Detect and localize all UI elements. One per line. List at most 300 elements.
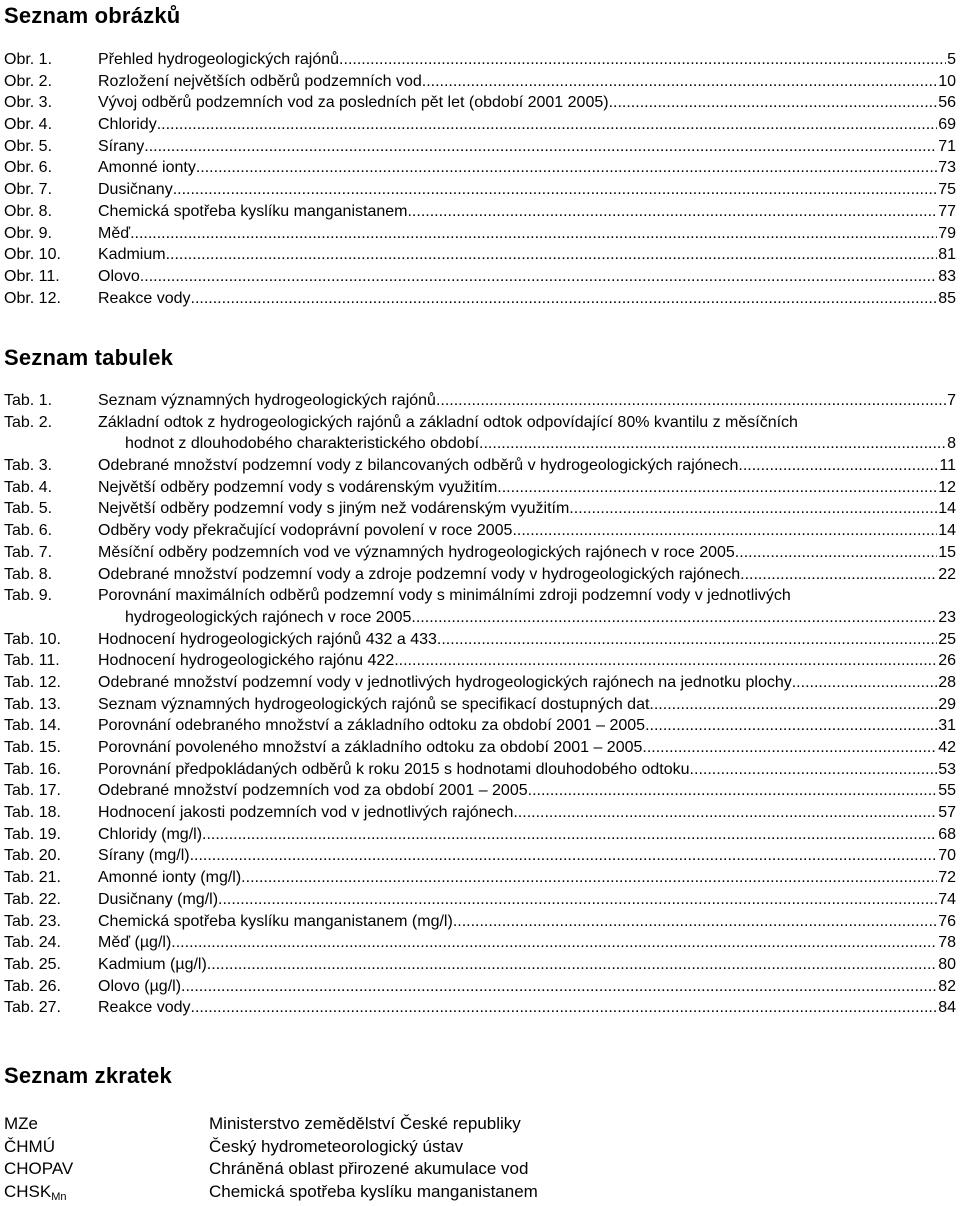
table-entry[interactable] xyxy=(4,498,960,520)
table-entry-number: Tab. 12. xyxy=(4,673,61,691)
table-entry-body xyxy=(98,564,960,586)
dot-leader xyxy=(738,455,938,477)
dot-leader xyxy=(513,802,937,824)
figure-entry-line xyxy=(98,244,956,266)
table-entry-line xyxy=(98,433,956,455)
dot-leader xyxy=(453,911,937,933)
figure-entry-title: Chemická spotřeba kyslíku manganistanem xyxy=(98,202,408,220)
table-entry-title: Měď (µg/l) xyxy=(98,934,172,952)
table-entry-body xyxy=(98,412,960,455)
table-entry-number: Tab. 7. xyxy=(4,543,53,561)
figure-entry-title: Přehled hydrogeologických rajónů xyxy=(98,51,340,68)
table-entry-line xyxy=(98,564,956,586)
table-entry-title: Kadmium (µg/l) xyxy=(98,955,207,973)
abbreviation-text: MZe xyxy=(4,1114,38,1133)
table-entry-number: Tab. 10. xyxy=(4,630,61,648)
dot-leader xyxy=(497,477,937,499)
table-entry-title: Hodnocení hydrogeologických rajónů 432 a 433 xyxy=(98,630,437,648)
table-entry-body xyxy=(98,954,960,976)
dot-leader xyxy=(647,737,937,759)
figure-entry[interactable] xyxy=(4,288,960,310)
table-entry-line xyxy=(98,585,956,607)
table-entry-page: 28 xyxy=(938,673,956,691)
dot-leader xyxy=(792,672,937,694)
table-entry-line xyxy=(98,954,956,976)
table-entry-title: Odebrané množství podzemní vody v jednotlivých hydrogeologických rajónech na jednotku plochy xyxy=(98,673,792,691)
figure-entry-line xyxy=(98,157,956,179)
table-entry-title: Základní odtok z hydrogeologických rajónů a základní odtok odpovídající 80% kvantilu z měsíčních xyxy=(98,413,798,431)
table-entry-page: 76 xyxy=(938,912,956,930)
figure-entry-line xyxy=(98,179,956,201)
figure-entry-body xyxy=(98,92,960,114)
figure-entry-line xyxy=(98,114,956,136)
table-entry-number: Tab. 23. xyxy=(4,912,61,930)
table-entry-body xyxy=(98,520,960,542)
table-entry-page: 23 xyxy=(938,608,956,626)
table-entry-body xyxy=(98,911,960,933)
abbreviation-text: ČHMÚ xyxy=(4,1136,55,1156)
dot-leader xyxy=(394,650,937,672)
table-entry-number: Tab. 26. xyxy=(4,977,61,995)
dot-leader xyxy=(512,520,937,542)
dot-leader xyxy=(144,136,937,158)
figure-entry[interactable] xyxy=(4,244,960,266)
dot-leader xyxy=(690,759,938,781)
table-entry-page: 42 xyxy=(938,739,956,757)
table-entry[interactable] xyxy=(4,629,960,651)
table-entry[interactable] xyxy=(4,520,960,542)
figure-entry-body xyxy=(98,136,960,158)
figure-entry-page: 10 xyxy=(938,72,956,90)
table-entry-body xyxy=(98,932,960,954)
dot-leader xyxy=(202,824,937,846)
table-entry-title: Hodnocení hydrogeologického rajónu 422 xyxy=(98,652,395,670)
figure-entry-line xyxy=(98,49,956,71)
table-entry-page: 70 xyxy=(938,847,956,865)
table-entry-line xyxy=(98,520,956,542)
figure-entry-number: Obr. 4. xyxy=(4,116,53,134)
table-entry-title: Odebrané množství podzemních vod za období 2001 – 2005 xyxy=(98,782,528,800)
table-entry-number: Tab. 19. xyxy=(4,825,61,843)
figure-entry-line xyxy=(98,71,956,93)
table-entry-title: Sírany (mg/l) xyxy=(98,847,190,865)
dot-leader xyxy=(407,201,937,223)
abbreviation-meaning: Český hydrometeorologický ústav xyxy=(209,1136,464,1156)
table-entry-title-continued: hydrogeologických rajónech v roce 2005 xyxy=(125,608,412,626)
table-entry[interactable] xyxy=(4,997,960,1019)
dot-leader xyxy=(645,715,937,737)
table-entry-title: Porovnání odebraného množství a základního odtoku za období 2001 – 2005 xyxy=(98,717,646,735)
dot-leader xyxy=(171,932,937,954)
dot-leader xyxy=(241,867,937,889)
figure-entry-body xyxy=(98,288,960,310)
figure-entry-line xyxy=(98,288,956,310)
figure-entry-page: 56 xyxy=(938,94,956,112)
table-entry-title: Odběry vody překračující vodoprávní povolení v roce 2005 xyxy=(98,522,513,540)
table-entry[interactable] xyxy=(4,824,960,846)
table-entry[interactable] xyxy=(4,976,960,998)
table-entry-body xyxy=(98,585,960,628)
table-entry-page: 68 xyxy=(938,825,956,843)
table-entry-number: Tab. 27. xyxy=(4,999,61,1017)
table-entry-line xyxy=(98,477,956,499)
dot-leader xyxy=(609,92,938,114)
table-entry-page: 14 xyxy=(938,500,956,518)
table-entry-title: Měsíční odběry podzemních vod ve významných hydrogeologických rajónech v roce 2005 xyxy=(98,543,735,561)
abbreviations-list xyxy=(4,1113,538,1203)
table-entry-line xyxy=(98,629,956,651)
figure-entry-page: 83 xyxy=(938,267,956,285)
figure-entry-page: 85 xyxy=(938,289,956,307)
table-entry-page: 12 xyxy=(938,478,956,496)
table-entry-number: Tab. 25. xyxy=(4,955,61,973)
figure-entry-body xyxy=(98,49,960,71)
figure-entry-title: Kadmium xyxy=(98,246,166,264)
table-entry-title: Seznam významných hydrogeologických rajónů se specifikací dostupných dat xyxy=(98,695,650,713)
table-entry-line xyxy=(98,390,956,412)
table-entry-page: 57 xyxy=(938,804,956,822)
dot-leader xyxy=(528,780,938,802)
figure-entry-title: Amonné ionty xyxy=(98,159,196,177)
table-entry-page: 8 xyxy=(947,435,956,453)
table-entry-number: Tab. 24. xyxy=(4,934,61,952)
table-entry-title: Hodnocení jakosti podzemních vod v jednotlivých rajónech xyxy=(98,804,514,822)
table-entry-page: 55 xyxy=(938,782,956,800)
table-entry-number: Tab. 21. xyxy=(4,869,61,887)
figure-entry[interactable] xyxy=(4,179,960,201)
abbreviation xyxy=(4,1158,209,1181)
table-entry-page: 72 xyxy=(938,869,956,887)
table-entry-number: Tab. 18. xyxy=(4,804,61,822)
figure-entry[interactable] xyxy=(4,71,960,93)
figure-entry-body xyxy=(98,71,960,93)
table-entry-number: Tab. 14. xyxy=(4,717,61,735)
table-entry-number: Tab. 1. xyxy=(4,392,53,409)
dot-leader xyxy=(191,997,938,1019)
table-entry-body xyxy=(98,498,960,520)
abbreviations-heading: Seznam zkratek xyxy=(4,1063,172,1088)
abbreviation-row xyxy=(4,1113,538,1136)
abbreviation xyxy=(4,1136,209,1159)
table-entry-body xyxy=(98,672,960,694)
figure-entry-number: Obr. 10. xyxy=(4,246,61,264)
table-entry[interactable] xyxy=(4,911,960,933)
table-entry-body xyxy=(98,542,960,564)
figure-entry-body xyxy=(98,244,960,266)
figure-entry-title: Reakce vody xyxy=(98,289,191,307)
table-entry-line xyxy=(98,737,956,759)
table-entry-number: Tab. 3. xyxy=(4,457,53,475)
table-entry-title-continued: hodnot z dlouhodobého charakteristického období. xyxy=(125,435,484,453)
table-entry-line xyxy=(98,780,956,802)
tables-heading: Seznam tabulek xyxy=(4,345,174,370)
dot-leader xyxy=(735,542,937,564)
table-entry[interactable] xyxy=(4,932,960,954)
figure-entry-title: Měď xyxy=(98,224,131,242)
table-entry-line xyxy=(98,542,956,564)
figures-list xyxy=(4,49,960,309)
table-entry[interactable] xyxy=(4,564,960,586)
dot-leader xyxy=(437,629,937,651)
figure-entry-number: Obr. 6. xyxy=(4,159,53,177)
table-entry-title: Dusičnany (mg/l) xyxy=(98,890,219,908)
table-entry-body xyxy=(98,997,960,1019)
dot-leader xyxy=(422,71,937,93)
table-entry-body xyxy=(98,824,960,846)
table-entry-number: Tab. 15. xyxy=(4,739,61,757)
figure-entry-number: Obr. 11. xyxy=(4,267,60,285)
table-entry-title: Chloridy (mg/l) xyxy=(98,825,203,843)
table-entry-number: Tab. 20. xyxy=(4,847,61,865)
figure-entry-title: Chloridy xyxy=(98,116,157,134)
table-entry-number: Tab. 16. xyxy=(4,760,61,778)
table-entry[interactable] xyxy=(4,390,960,412)
figure-entry-line xyxy=(98,223,956,245)
figure-entry-title: Sírany xyxy=(98,137,145,155)
table-entry-body xyxy=(98,455,960,477)
figure-entry-body xyxy=(98,179,960,201)
table-entry-line xyxy=(98,694,956,716)
dot-leader xyxy=(483,433,946,455)
table-entry[interactable] xyxy=(4,737,960,759)
dot-leader xyxy=(181,976,937,998)
figure-entry[interactable] xyxy=(4,223,960,245)
figure-entry-page: 77 xyxy=(938,202,956,220)
table-entry-number: Tab. 4. xyxy=(4,478,53,496)
table-entry-line xyxy=(98,889,956,911)
table-entry[interactable] xyxy=(4,455,960,477)
table-entry[interactable] xyxy=(4,780,960,802)
table-entry-title: Seznam významných hydrogeologických rajónů xyxy=(98,392,436,409)
figure-entry-title: Rozložení největších odběrů podzemních vod xyxy=(98,72,422,90)
table-entry[interactable] xyxy=(4,650,960,672)
table-entry-page: 53 xyxy=(938,760,956,778)
abbreviation-meaning: Ministerstvo zemědělství České republiky xyxy=(209,1114,521,1133)
table-entry-number: Tab. 8. xyxy=(4,565,53,583)
table-entry-body xyxy=(98,694,960,716)
dot-leader xyxy=(218,889,937,911)
figure-entry-page: 79 xyxy=(938,224,956,242)
table-entry-page: 11 xyxy=(939,457,956,475)
table-entry-line xyxy=(98,498,956,520)
figure-entry-number: Obr. 8. xyxy=(4,202,53,220)
table-entry-page: 84 xyxy=(938,999,956,1017)
table-entry-title: Reakce vody xyxy=(98,999,191,1017)
table-entry-number: Tab. 6. xyxy=(4,522,53,540)
dot-leader xyxy=(339,49,946,71)
dot-leader xyxy=(207,954,937,976)
figures-heading: Seznam obrázků xyxy=(4,3,181,28)
table-entry[interactable] xyxy=(4,802,960,824)
dot-leader xyxy=(140,266,937,288)
table-entry-title: Amonné ionty (mg/l) xyxy=(98,869,242,887)
dot-leader xyxy=(196,157,937,179)
table-entry-line xyxy=(98,802,956,824)
dot-leader xyxy=(740,564,937,586)
table-entry-line xyxy=(98,911,956,933)
table-entry[interactable] xyxy=(4,694,960,716)
abbreviation-subscript: Mn xyxy=(51,1190,67,1203)
figure-entry-body xyxy=(98,201,960,223)
figure-entry-title: Vývoj odběrů podzemních vod za posledních pět let (období 2001 2005) xyxy=(98,94,609,112)
table-entry-page: 15 xyxy=(938,543,956,561)
table-entry-number: Tab. 17. xyxy=(4,782,61,800)
table-entry-line xyxy=(98,997,956,1019)
abbreviation-row xyxy=(4,1181,538,1204)
table-entry-line xyxy=(98,976,956,998)
dot-leader xyxy=(173,179,938,201)
table-entry-line xyxy=(98,650,956,672)
figure-entry-number: Obr. 1. xyxy=(4,51,53,68)
dot-leader xyxy=(436,390,946,412)
figure-entry-page: 81 xyxy=(938,246,956,264)
figure-entry-body xyxy=(98,223,960,245)
table-entry-body xyxy=(98,390,960,412)
table-entry-title: Odebrané množství podzemní vody z bilancovaných odběrů v hydrogeologických rajónech xyxy=(98,457,739,475)
figure-entry[interactable] xyxy=(4,114,960,136)
table-entry-body xyxy=(98,737,960,759)
table-entry[interactable] xyxy=(4,954,960,976)
table-entry-page: 74 xyxy=(938,890,956,908)
table-entry-number: Tab. 5. xyxy=(4,500,53,518)
abbreviation-meaning: Chráněná oblast přirozené akumulace vod xyxy=(209,1159,529,1178)
figure-entry-line xyxy=(98,92,956,114)
figure-entry-number: Obr. 12. xyxy=(4,289,61,307)
figure-entry[interactable] xyxy=(4,266,960,288)
abbreviation-text: CHOPAV xyxy=(4,1159,74,1178)
dot-leader xyxy=(130,223,937,245)
figure-entry-page: 5 xyxy=(947,51,956,68)
table-entry-number: Tab. 9. xyxy=(4,587,53,605)
table-entry[interactable] xyxy=(4,477,960,499)
abbreviation-row xyxy=(4,1158,538,1181)
figure-entry[interactable] xyxy=(4,49,960,71)
dot-leader xyxy=(166,244,938,266)
table-entry-body xyxy=(98,802,960,824)
table-entry-title: Porovnání předpokládaných odběrů k roku 2015 s hodnotami dlouhodobého odtoku xyxy=(98,760,690,778)
table-entry[interactable] xyxy=(4,585,960,628)
figure-entry-number: Obr. 5. xyxy=(4,137,53,155)
figure-entry[interactable] xyxy=(4,92,960,114)
figure-entry-number: Obr. 9. xyxy=(4,224,53,242)
dot-leader xyxy=(569,498,937,520)
table-entry-line xyxy=(98,759,956,781)
table-entry-body xyxy=(98,867,960,889)
figure-entry-line xyxy=(98,201,956,223)
table-entry[interactable] xyxy=(4,867,960,889)
table-entry-page: 29 xyxy=(938,695,956,713)
table-entry-page: 31 xyxy=(938,717,956,735)
figure-entry-body xyxy=(98,157,960,179)
table-entry-number: Tab. 11. xyxy=(4,652,60,670)
abbreviation xyxy=(4,1113,209,1136)
figure-entry-title: Olovo xyxy=(98,267,140,285)
dot-leader xyxy=(190,845,938,867)
table-entry-line xyxy=(98,455,956,477)
figure-entry-body xyxy=(98,266,960,288)
table-entry-page: 25 xyxy=(938,630,956,648)
table-entry-page: 80 xyxy=(938,955,956,973)
table-entry-body xyxy=(98,759,960,781)
table-entry-line xyxy=(98,412,956,434)
table-entry-line xyxy=(98,715,956,737)
table-entry-title: Porovnání maximálních odběrů podzemní vody s minimálními zdroji podzemní vody v jednotlivých xyxy=(98,587,791,605)
figure-entry[interactable] xyxy=(4,157,960,179)
table-entry-title: Největší odběry podzemní vody s vodárenským využitím xyxy=(98,478,498,496)
table-entry-page: 14 xyxy=(938,522,956,540)
table-entry-number: Tab. 13. xyxy=(4,695,61,713)
abbreviation xyxy=(4,1181,209,1204)
figure-entry-page: 73 xyxy=(938,159,956,177)
abbreviation-row xyxy=(4,1136,538,1159)
figure-entry-title: Dusičnany xyxy=(98,181,173,199)
table-entry-body xyxy=(98,845,960,867)
tables-list xyxy=(4,390,960,1019)
figure-entry[interactable] xyxy=(4,201,960,223)
table-entry-title: Porovnání povoleného množství a základního odtoku za období 2001 – 2005. xyxy=(98,739,647,757)
table-entry-title: Odebrané množství podzemní vody a zdroje podzemní vody v hydrogeologických rajónech xyxy=(98,565,741,583)
abbreviation-text: CHSK xyxy=(4,1181,52,1201)
dot-leader xyxy=(411,607,937,629)
figure-entry-line xyxy=(98,266,956,288)
table-entry-page: 82 xyxy=(938,977,956,995)
table-entry-number: Tab. 2. xyxy=(4,413,53,431)
table-entry-page: 26 xyxy=(938,652,956,670)
table-entry-page: 78 xyxy=(938,934,956,952)
figure-entry-number: Obr. 3. xyxy=(4,94,53,112)
table-entry-body xyxy=(98,889,960,911)
table-entry-body xyxy=(98,715,960,737)
table-entry[interactable] xyxy=(4,542,960,564)
table-entry-body xyxy=(98,976,960,998)
abbreviation-meaning: Chemická spotřeba kyslíku manganistanem xyxy=(209,1181,538,1201)
table-entry-line xyxy=(98,672,956,694)
table-entry-title: Největší odběry podzemní vody s jiným než vodárenským využitím xyxy=(98,500,570,518)
table-entry-line xyxy=(98,607,956,629)
table-entry-body xyxy=(98,629,960,651)
table-entry-number: Tab. 22. xyxy=(4,890,61,908)
table-entry[interactable] xyxy=(4,889,960,911)
dot-leader xyxy=(157,114,938,136)
table-entry-line xyxy=(98,932,956,954)
table-entry-title: Olovo (µg/l) xyxy=(98,977,182,995)
table-entry-page: 22 xyxy=(938,565,956,583)
figure-entry-page: 75 xyxy=(938,181,956,199)
figure-entry-line xyxy=(98,136,956,158)
figure-entry-number: Obr. 2. xyxy=(4,72,53,90)
table-entry[interactable] xyxy=(4,845,960,867)
figure-entry-page: 69 xyxy=(938,116,956,134)
table-entry[interactable] xyxy=(4,672,960,694)
table-entry-line xyxy=(98,867,956,889)
table-entry-body xyxy=(98,780,960,802)
table-entry[interactable] xyxy=(4,412,960,455)
dot-leader xyxy=(191,288,938,310)
figure-entry-number: Obr. 7. xyxy=(4,181,53,199)
figure-entry-body xyxy=(98,114,960,136)
table-entry[interactable] xyxy=(4,759,960,781)
table-entry-page: 7 xyxy=(947,392,956,409)
dot-leader xyxy=(649,694,937,716)
table-entry-body xyxy=(98,477,960,499)
figure-entry[interactable] xyxy=(4,136,960,158)
table-entry-title: Chemická spotřeba kyslíku manganistanem (mg/l) xyxy=(98,912,453,930)
figure-entry-page: 71 xyxy=(938,137,956,155)
table-entry[interactable] xyxy=(4,715,960,737)
table-entry-line xyxy=(98,824,956,846)
table-entry-body xyxy=(98,650,960,672)
table-entry-line xyxy=(98,845,956,867)
